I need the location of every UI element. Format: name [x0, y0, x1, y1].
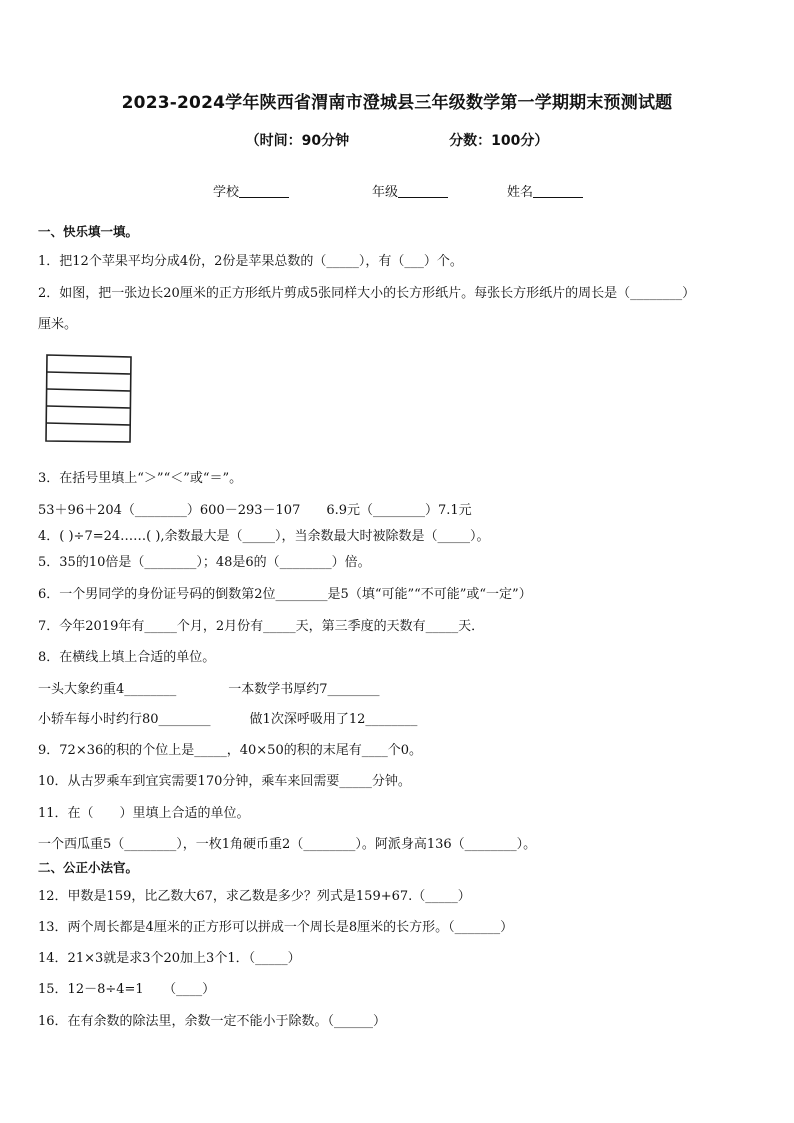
- time-limit: （时间：90分钟: [245, 133, 350, 149]
- question-3: 3．在括号里填上“＞”“＜”或“＝”。: [38, 471, 243, 486]
- question-9: 9．72×36的积的个位上是_____，40×50的积的末尾有____个0。: [38, 743, 422, 758]
- question-4: 4．( )÷7=24……( ),余数最大是（_____），当余数最大时被除数是（_____）。: [38, 529, 490, 544]
- question-12: 12．甲数是159，比乙数大67，求乙数是多少？列式是159+67.（_____）: [38, 889, 471, 904]
- question-8: 8．在横线上填上合适的单位。: [38, 650, 216, 665]
- grade-label: 年级: [372, 185, 399, 200]
- exam-subtitle: [0, 130, 794, 150]
- question-2: 2．如图，把一张边长20厘米的正方形纸片剪成5张同样大小的长方形纸片。每张长方形纸片的周长是（________）: [38, 286, 696, 301]
- question-3-items: 53＋96＋204（________）600－293－107 6.9元（________）7.1元: [38, 503, 472, 518]
- grade-field: [372, 181, 448, 200]
- question-2-continued: 厘米。: [38, 317, 78, 332]
- question-14: 14．21×3就是求3个20加上3个1．（_____）: [38, 951, 301, 966]
- question-5: 5．35的10倍是（________）；48是6的（________）倍。: [38, 555, 371, 570]
- section-heading-1: 一、快乐填一填。: [38, 224, 139, 239]
- exam-title: 2023-2024学年陕西省渭南市澄城县三年级数学第一学期期末预测试题: [121, 93, 673, 113]
- question-13: 13．两个周长都是4厘米的正方形可以拼成一个周长是8厘米的长方形。（_______）: [38, 920, 514, 935]
- name-blank[interactable]: [533, 185, 583, 198]
- name-label: 姓名: [507, 185, 534, 200]
- question-6: 6．一个男同学的身份证号码的倒数第2位________是5（填“可能”“不可能”或“一定”）: [38, 587, 532, 602]
- question-11-items: 一个西瓜重5（________），一枚1角硬币重2（________）。阿派身高136（________）。: [38, 837, 537, 852]
- question-11: 11．在（ ）里填上合适的单位。: [38, 806, 250, 821]
- question-7: 7．今年2019年有_____个月，2月份有_____天，第三季度的天数有_____天．: [38, 619, 485, 634]
- question-15: 15．12－8÷4=1 （____）: [38, 982, 216, 997]
- grade-blank[interactable]: [398, 185, 448, 198]
- rectangle-strips-figure: [45, 354, 133, 444]
- school-field: [213, 181, 289, 200]
- school-blank[interactable]: [239, 185, 289, 198]
- school-label: 学校: [213, 185, 240, 200]
- question-8-row-1: 一头大象约重4________ 一本数学书厚约7________: [38, 682, 380, 697]
- question-16: 16．在有余数的除法里，余数一定不能小于除数。（______）: [38, 1014, 387, 1029]
- total-score: 分数：100分）: [449, 133, 549, 149]
- question-8-row-2: 小轿车每小时约行80________ 做1次深呼吸用了12________: [38, 712, 418, 727]
- question-1: 1．把12个苹果平均分成4份，2份是苹果总数的（_____），有（___）个。: [38, 254, 463, 269]
- question-10: 10．从古罗乘车到宜宾需要170分钟，乘车来回需要_____分钟。: [38, 774, 411, 789]
- section-heading-2: 二、公正小法官。: [38, 860, 139, 875]
- name-field: [507, 181, 583, 200]
